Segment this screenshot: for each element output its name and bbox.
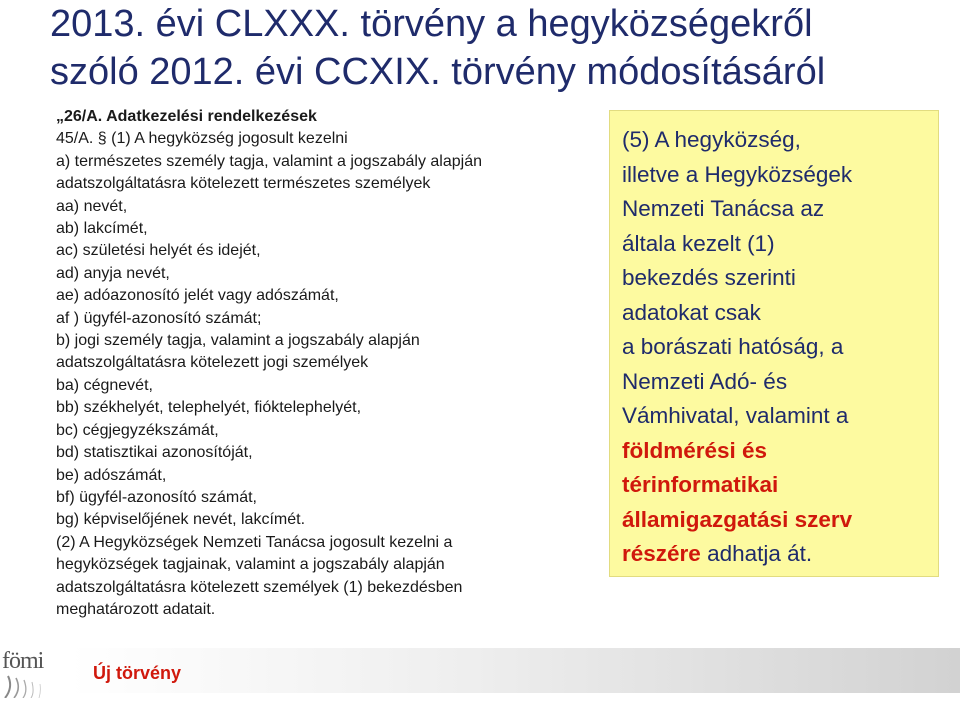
law-line: bb) székhelyét, telephelyét, fióktelephelyét, bbox=[56, 399, 362, 417]
law-line: ba) cégnevét, bbox=[56, 376, 153, 394]
box-line: bekezdés szerinti bbox=[622, 265, 796, 290]
law-line: 45/A. § (1) A hegyközség jogosult kezelni bbox=[56, 130, 348, 148]
title-line-1: 2013. évi CLXXX. törvény a hegyközségekről bbox=[50, 3, 813, 45]
box-line: (5) A hegyközség, bbox=[622, 127, 801, 152]
law-line: adatszolgáltatásra kötelezett személyek (1) bekezdésben bbox=[56, 578, 463, 596]
fomi-logo-icon bbox=[2, 648, 68, 698]
section-heading: „26/A. Adatkezelési rendelkezések bbox=[56, 108, 317, 125]
box-line-emphasis: térinformatikai bbox=[622, 472, 779, 497]
box-line: Nemzeti Adó- és bbox=[622, 368, 788, 394]
highlight-box bbox=[609, 110, 939, 577]
law-line: ac) születési helyét és idejét, bbox=[56, 242, 261, 260]
law-line: bg) képviselőjének nevét, lakcímét. bbox=[56, 511, 306, 529]
box-line-emphasis: államigazgatási szerv bbox=[622, 506, 853, 532]
logo-swoosh-icon bbox=[2, 648, 68, 698]
title-line-2: szóló 2012. évi CCXIX. törvény módosításáról bbox=[50, 51, 826, 93]
law-line: adatszolgáltatásra kötelezett természetes személyek bbox=[56, 175, 431, 193]
box-line: általa kezelt (1) bbox=[622, 230, 775, 256]
law-line: b) jogi személy tagja, valamint a jogszabály alapján bbox=[56, 332, 420, 350]
box-line-emphasis: földmérési és bbox=[622, 437, 768, 463]
law-line: af ) ügyfél-azonosító számát; bbox=[56, 309, 262, 327]
footer-label: Új törvény bbox=[93, 663, 182, 683]
law-line: meghatározott adatait. bbox=[56, 600, 216, 618]
law-line: bd) statisztikai azonosítóját, bbox=[56, 444, 253, 462]
law-line: ab) lakcímét, bbox=[56, 220, 148, 238]
logo-text: fömi bbox=[2, 648, 44, 674]
box-emphasis-word: részére bbox=[622, 541, 701, 566]
law-text-body bbox=[56, 106, 596, 621]
box-line: illetve a Hegyközségek bbox=[622, 161, 853, 187]
law-line: a) természetes személy tagja, valamint a jogszabály alapján bbox=[56, 152, 482, 170]
footer-bar bbox=[70, 648, 960, 693]
law-line: hegyközségek tagjainak, valamint a jogszabály alapján bbox=[56, 556, 445, 574]
box-line: adatokat csak bbox=[622, 299, 761, 325]
box-line-tail: adhatja át. bbox=[700, 541, 813, 566]
box-line-last bbox=[622, 537, 938, 572]
law-line: adatszolgáltatásra kötelezett jogi személyek bbox=[56, 354, 369, 372]
law-line: bf) ügyfél-azonosító számát, bbox=[56, 488, 257, 506]
law-line: be) adószámát, bbox=[56, 466, 167, 484]
box-line: Vámhivatal, valamint a bbox=[622, 403, 849, 428]
law-line: (2) A Hegyközségek Nemzeti Tanácsa jogosult kezelni a bbox=[56, 533, 453, 551]
page-title bbox=[50, 0, 950, 96]
law-line: ad) anyja nevét, bbox=[56, 264, 170, 282]
law-line: ae) adóazonosító jelét vagy adószámát, bbox=[56, 287, 339, 305]
law-line: aa) nevét, bbox=[56, 197, 128, 215]
law-line: bc) cégjegyzékszámát, bbox=[56, 421, 219, 439]
box-line: Nemzeti Tanácsa az bbox=[622, 196, 825, 221]
box-line: a borászati hatóság, a bbox=[622, 334, 844, 359]
